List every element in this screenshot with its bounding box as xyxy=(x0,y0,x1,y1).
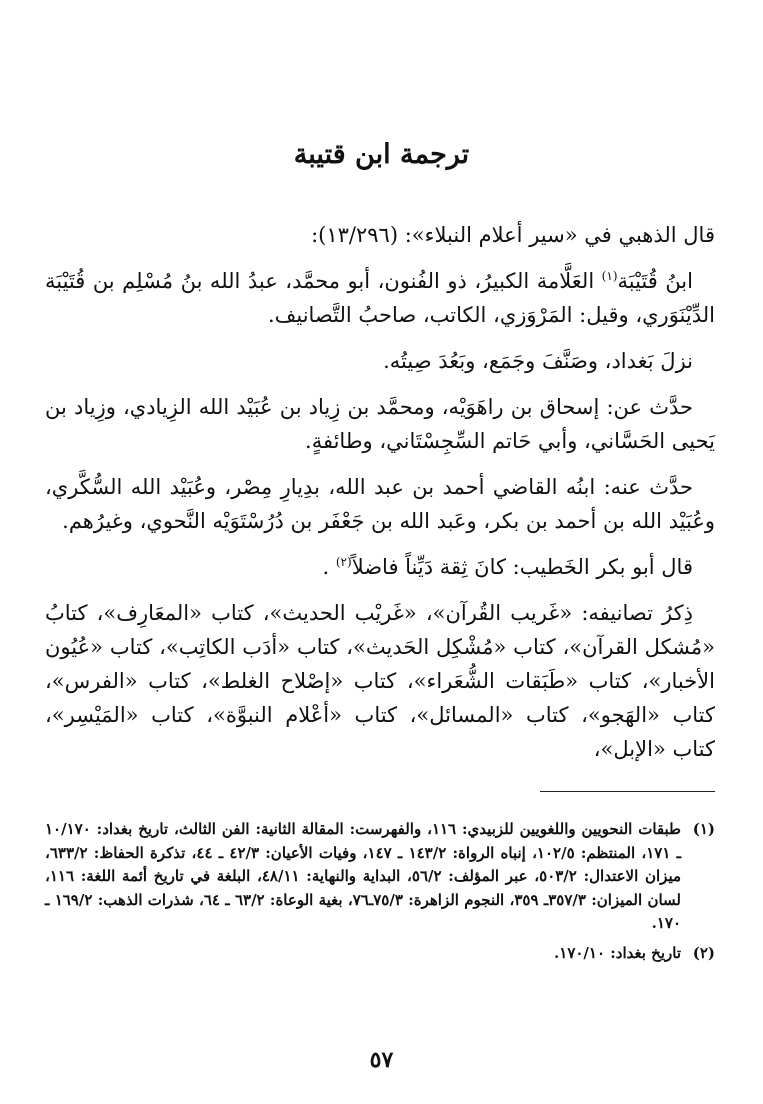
footnotes xyxy=(45,818,715,971)
footnote-text: طبقات النحويين واللغويين للزبيدي: ١١٦، والفهرست: المقالة الثانية: الفن الثالث، تاريخ بغداد: ١٠/١٧٠ ـ ١٧١، المنتظم: ١٠٢/٥، إنباه الرواة: ١٤٣/٢ ـ ١٤٧، وفيات الأعيان: ٤٢/٣ ـ ٤٤، تذكرة الحفاظ: ٦٣٣/٢، ميزان الاعتدال: ٥٠٣/٢، عبر المؤلف: ٥٦/٢، البداية والنهاية: ٤٨/١١، البلغة في تاريخ أئمة اللغة: ١١٦، لسان الميزان: ٣٥٧/٣ـ ٣٥٩، النجوم الزاهرة: ٧٥/٣ـ٧٦، بغية الوعاة: ٦٣/٢ ـ ٦٤، شذرات الذهب: ١٦٩/٢ ـ ١٧٠. xyxy=(45,820,682,932)
residence-paragraph: نزلَ بَغداد، وصَنَّفَ وجَمَع، وبَعُدَ صِيتُه. xyxy=(383,349,693,373)
footnote-ref-2[interactable]: (٢) xyxy=(335,555,352,569)
footnote-1 xyxy=(45,818,715,936)
students-paragraph: حدَّث عنه: ابنُه القاضي أحمد بن عبد الله، بدِيارِ مِصْر، وعُبَيْد الله السُّكَّري، وعُبَيْد الله بن أحمد بن بكر، وعَبد الله بن جَعْفَر بن دُرُسْتَوَيْه النَّحوي، وغيرُهم. xyxy=(45,475,715,533)
quote-text: قال أبو بكر الخَطيب: كانَ ثِقة دَيِّناً فاضلاً xyxy=(351,555,693,579)
bio-text: العَلَّامة الكبيرُ، ذو الفُنون، أبو محمَّد، عبدُ الله بنُ مُسْلِم بن قُتَيْبَة الدِّيْنَوَري، وقيل: المَرْوَزي، الكاتب، صاحبُ التَّصانيف. xyxy=(45,269,715,327)
subject-name: ابنُ قُتَيْبَة xyxy=(617,269,693,293)
quote-end: . xyxy=(322,555,336,579)
page-number: ٥٧ xyxy=(369,1047,394,1073)
quote-paragraph xyxy=(45,550,715,584)
footnote-text: تاريخ بغداد: ١٧٠/١٠. xyxy=(554,943,681,962)
footnote-ref-1[interactable]: (١) xyxy=(601,269,618,283)
intro-paragraph: قال الذهبي في «سير أعلام النبلاء»: (١٣/٢٩٦): xyxy=(311,223,715,247)
main-text xyxy=(45,218,715,778)
footnote-number: (٢) xyxy=(692,943,715,962)
footnote-number: (١) xyxy=(692,820,715,838)
teachers-paragraph: حدَّث عن: إسحاق بن راهَوَيْه، ومحمَّد بن زِياد بن عُبَيْد الله الزِيادي، وزِياد بن يَحيى الحَسَّاني، وأبي حَاتم السِّجِسْتَاني، وطائفةٍ. xyxy=(45,395,715,453)
works-paragraph: ذِكرُ تصانيفه: «غَريب القُرآن»، «غَريْب الحديث»، كتاب «المعَارِف»، كتابُ «مُشكل القرآن»، كتاب «مُشْكِل الحَديث»، كتاب «أدَب الكاتِب»، كتاب «عُيُون الأخبار»، كتاب «طَبَقات الشُّعَراء»، كتاب «إصْلاح الغلط»، كتاب «الفرس»، كتاب «الهَجو»، كتاب «المسائل»، كتاب «أعْلام النبوَّة»، كتاب «المَيْسِر»، كتاب «الإبل»، xyxy=(45,601,715,761)
page-title: ترجمة ابن قتيبة xyxy=(293,139,470,170)
bio-paragraph xyxy=(45,264,715,332)
footnote-divider xyxy=(540,791,715,792)
footnote-2 xyxy=(45,942,715,966)
